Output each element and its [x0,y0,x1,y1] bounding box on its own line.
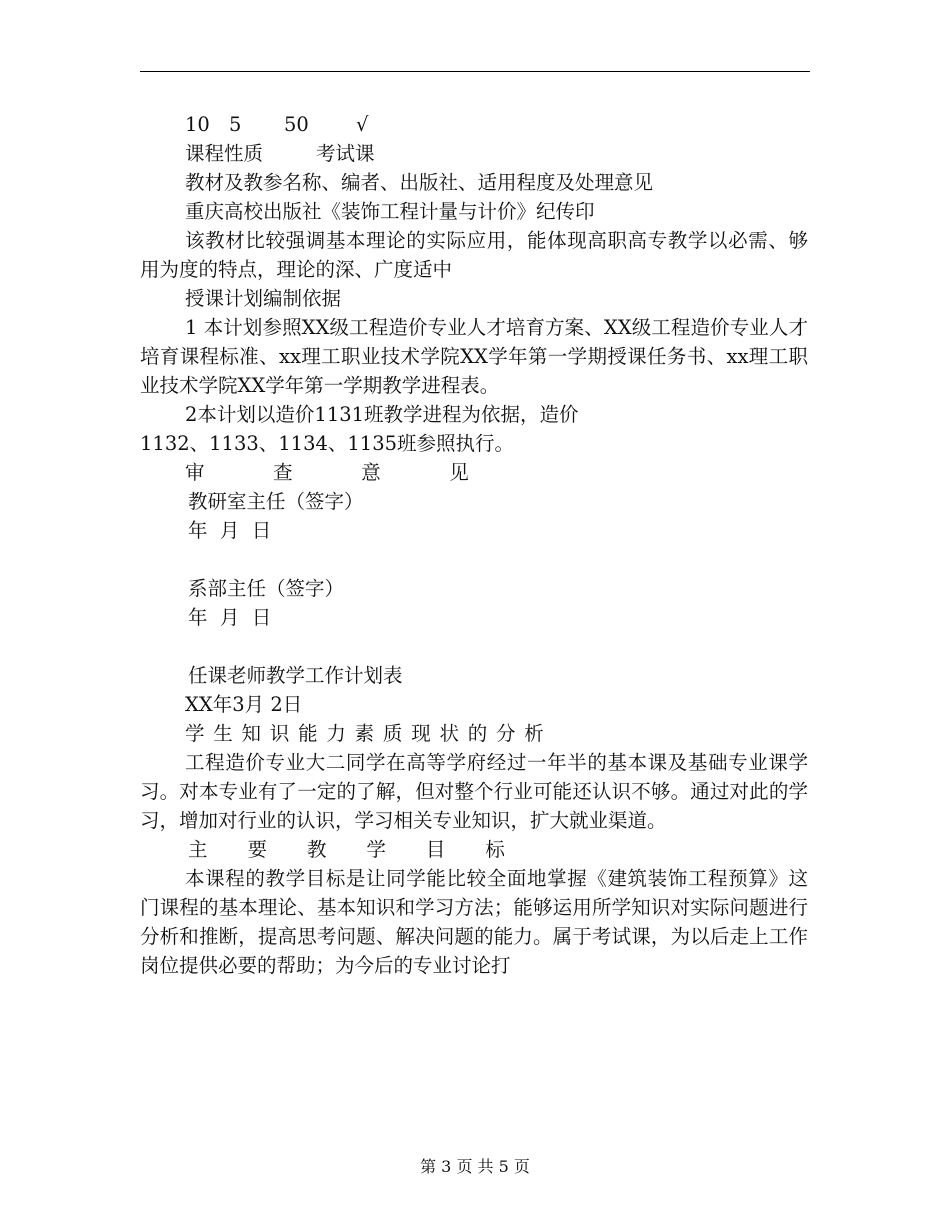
goals-text: 本课程的教学目标是让同学能比较全面地掌握《建筑装饰工程预算》这门课程的基本理论、基本知识和学习方法；能够运用所学知识对实际问题进行分析和推断，提高思考问题、解决问题的能力。属于考试课，为以后走上工作岗位提供必要的帮助；为今后的专业讨论打 [140,867,808,977]
course-nature-label: 课程性质 [185,142,264,165]
course-nature-row [140,139,808,168]
dept-director-signature: 系部主任（签字） [188,577,345,600]
textbook-comment: 该教材比较强调基本理论的实际应用，能体现高职高专教学以必需、够用为度的特点，理论的深、广度适中 [140,229,808,281]
hours-total: 10 [185,113,210,136]
basis-1: 1 本计划参照XX级工程造价专业人才培育方案、XX级工程造价专业人才培育课程标准、xx理工职业技术学院XX学年第一学期授课任务书、xx理工职业技术学院XX学年第一学期教学进程表。 [140,316,808,397]
header-rule [140,71,810,72]
review-heading: 审 查 意 见 [185,461,500,484]
textbook-line: 重庆高校出版社《装饰工程计量与计价》纪传印 [185,200,595,223]
check-mark: √ [356,113,369,136]
analysis-text: 工程造价专业大二同学在高等学府经过一年半的基本课及基础专业课学习。对本专业有了一定的了解，但对整个行业可能还认识不够。通过对此的学习，增加对行业的认识，学习相关专业知识，扩大就业渠道。 [140,751,808,832]
plan-basis-heading: 授课计划编制依据 [185,287,342,310]
spacer [140,632,808,661]
analysis-heading: 学生知识能力素质现状的分析 [185,722,553,745]
basis-2-line-2: 1132、1133、1134、1135班参照执行。 [140,432,515,455]
textbook-heading: 教材及教参名称、编者、出版社、适用程度及处理意见 [185,171,654,194]
office-director-signature: 教研室主任（签字） [188,490,364,513]
goals-heading: 主要教学目标 [188,838,545,861]
basis-2-line-1: 2本计划以造价1131班教学进程为依据，造价 [185,403,579,426]
course-nature-value: 考试课 [316,142,375,165]
page-content [140,110,808,980]
hours-practice: 5 [229,113,242,136]
date-line-2: 年 月 日 [188,606,272,629]
page-number-footer: 第 3 页 共 5 页 [420,1157,530,1176]
date-line-1: 年 月 日 [188,519,272,542]
plan-date: XX年3月 2日 [185,693,303,716]
spacer [140,545,808,574]
hours-row [140,110,808,139]
plan-table-title: 任课老师教学工作计划表 [188,664,403,687]
hours-theory: 50 [284,113,309,136]
